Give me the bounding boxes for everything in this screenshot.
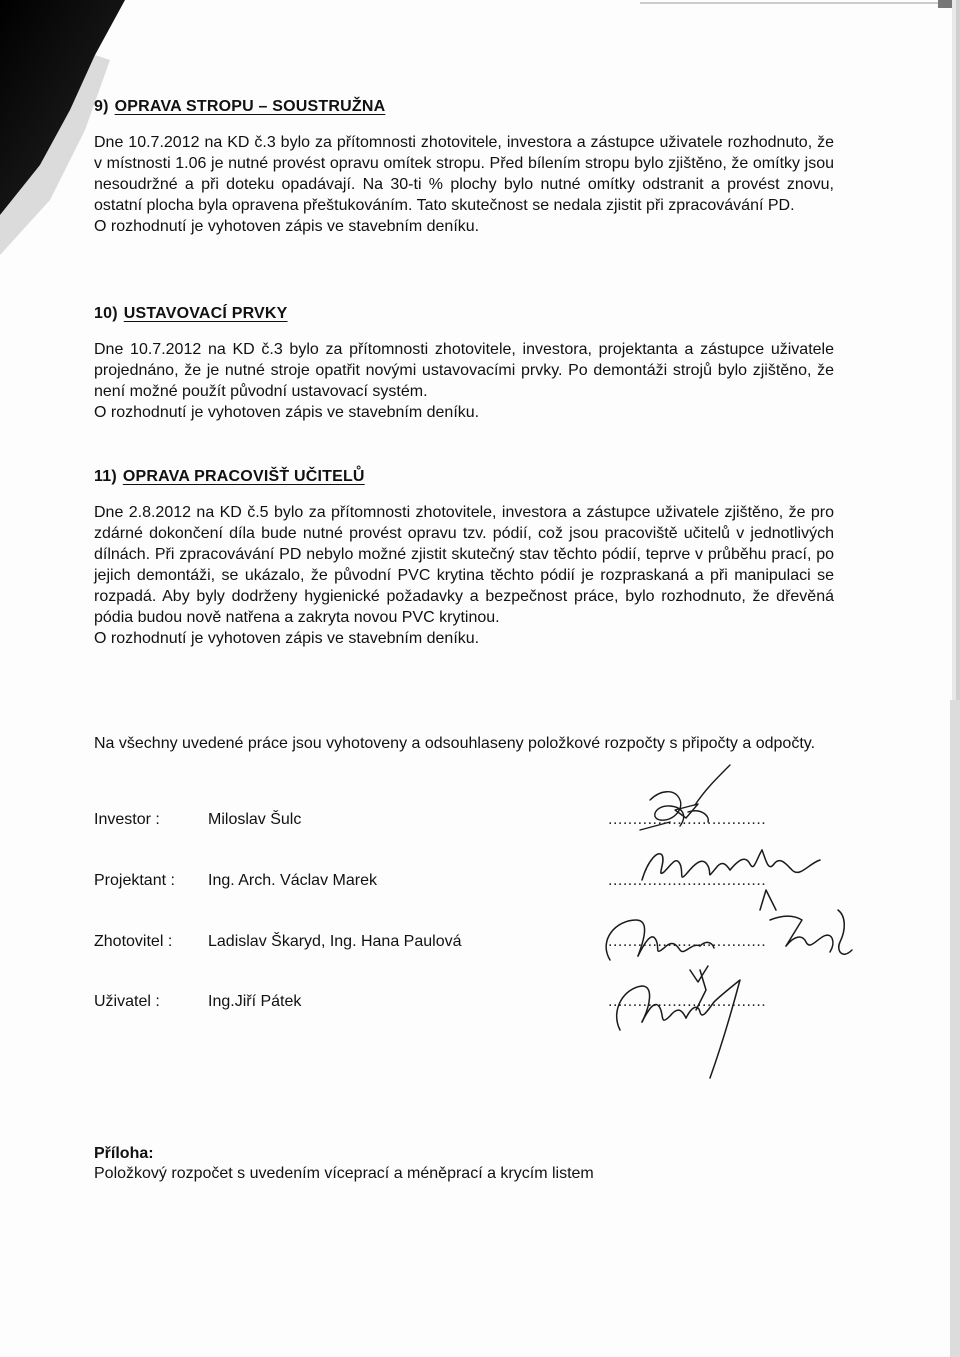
signature-zhotovitel <box>606 910 852 982</box>
section-11 <box>94 468 834 649</box>
section-number: 11) <box>94 468 117 485</box>
signatory-name: Ing. Arch. Václav Marek <box>208 872 377 889</box>
signatory-role: Uživatel : <box>94 993 160 1010</box>
signatory-role: Investor : <box>94 811 160 828</box>
handwritten-signatures <box>580 760 880 1080</box>
signatory-name: Miloslav Šulc <box>208 811 302 828</box>
section-heading <box>94 98 834 116</box>
signature-investor <box>640 765 730 830</box>
signature-line: ................................ <box>608 811 767 828</box>
signatory-role: Zhotovitel : <box>94 933 173 950</box>
section-10 <box>94 305 834 423</box>
section-title: OPRAVA STROPU – SOUSTRUŽNA <box>114 98 386 115</box>
signature-line: ................................ <box>608 933 767 950</box>
section-title: USTAVOVACÍ PRVKY <box>123 305 288 322</box>
section-paragraph: Dne 2.8.2012 na KD č.5 bylo za přítomnosti zhotovitele, investora a zástupce uživatele zjištěno, že pro zdárné dokončení díla bude nutné provést opravu tzv. pódií, což jsou pracoviště učitelů v jednotlivých dílnách. Při zpracovávání PD nebylo možné zjistit skutečný stav těchto pódií, teprve v průběhu prací, po jejich demontáži, se ukázalo, že původní PVC krytina těchto pódií je rozpraskaná a při manipulaci se rozpadá. Aby byly dodrženy hygienické požadavky a bezpečnost práce, bylo rozhodnuto, že dřevěná pódia budou nově natřena a zakryta novou PVC krytinou. <box>94 504 834 626</box>
signature-uzivatel <box>617 970 740 1078</box>
annex-title: Příloha: <box>94 1145 154 1162</box>
section-note: O rozhodnutí je vyhotoven zápis ve stavebním deníku. <box>94 630 480 647</box>
signature-projektant <box>642 850 820 910</box>
signature-line: ................................ <box>608 872 767 889</box>
section-heading <box>94 305 834 323</box>
section-number: 9) <box>94 98 109 115</box>
signature-line: ................................ <box>608 993 767 1010</box>
signatory-role: Projektant : <box>94 872 175 889</box>
section-paragraph: Dne 10.7.2012 na KD č.3 bylo za přítomnosti zhotovitele, investora, projektanta a zástupce uživatele projednáno, že je nutné stroje opatřit novými ustavovacími prvky. Po demontáži strojů bylo zjištěno, že není možné použít původní ustavovací systém. <box>94 341 834 400</box>
scan-edge-right <box>930 0 960 1357</box>
summary-text: Na všechny uvedené práce jsou vyhotoveny a odsouhlaseny položkové rozpočty s připočty a odpočty. <box>94 735 816 752</box>
summary-block <box>94 733 834 754</box>
signatory-name: Ing.Jiří Pátek <box>208 993 302 1010</box>
annex-block <box>94 1145 834 1184</box>
section-9 <box>94 98 834 237</box>
section-heading <box>94 468 834 486</box>
section-note: O rozhodnutí je vyhotoven zápis ve stavebním deníku. <box>94 404 480 421</box>
signatory-name: Ladislav Škaryd, Ing. Hana Paulová <box>208 933 462 950</box>
section-title: OPRAVA PRACOVIŠŤ UČITELŮ <box>122 468 365 485</box>
scan-edge-top <box>640 0 960 8</box>
annex-text: Položkový rozpočet s uvedením víceprací a méněprací a krycím listem <box>94 1165 594 1182</box>
section-number: 10) <box>94 305 118 322</box>
section-paragraph: Dne 10.7.2012 na KD č.3 bylo za přítomnosti zhotovitele, investora a zástupce uživatele rozhodnuto, že v místnosti 1.06 je nutné provést opravu omítek stropu. Před bílením stropu bylo zjištěno, že omítky jsou nesoudržné a při doteku opadávají. Na 30-ti % plochy bylo nutné omítky odstranit a provést znovu, ostatní plocha byla opravena přeštukováním. Tato skutečnost se nedala zjistit při zpracovávání PD. <box>94 134 834 214</box>
section-note: O rozhodnutí je vyhotoven zápis ve stavebním deníku. <box>94 218 480 235</box>
